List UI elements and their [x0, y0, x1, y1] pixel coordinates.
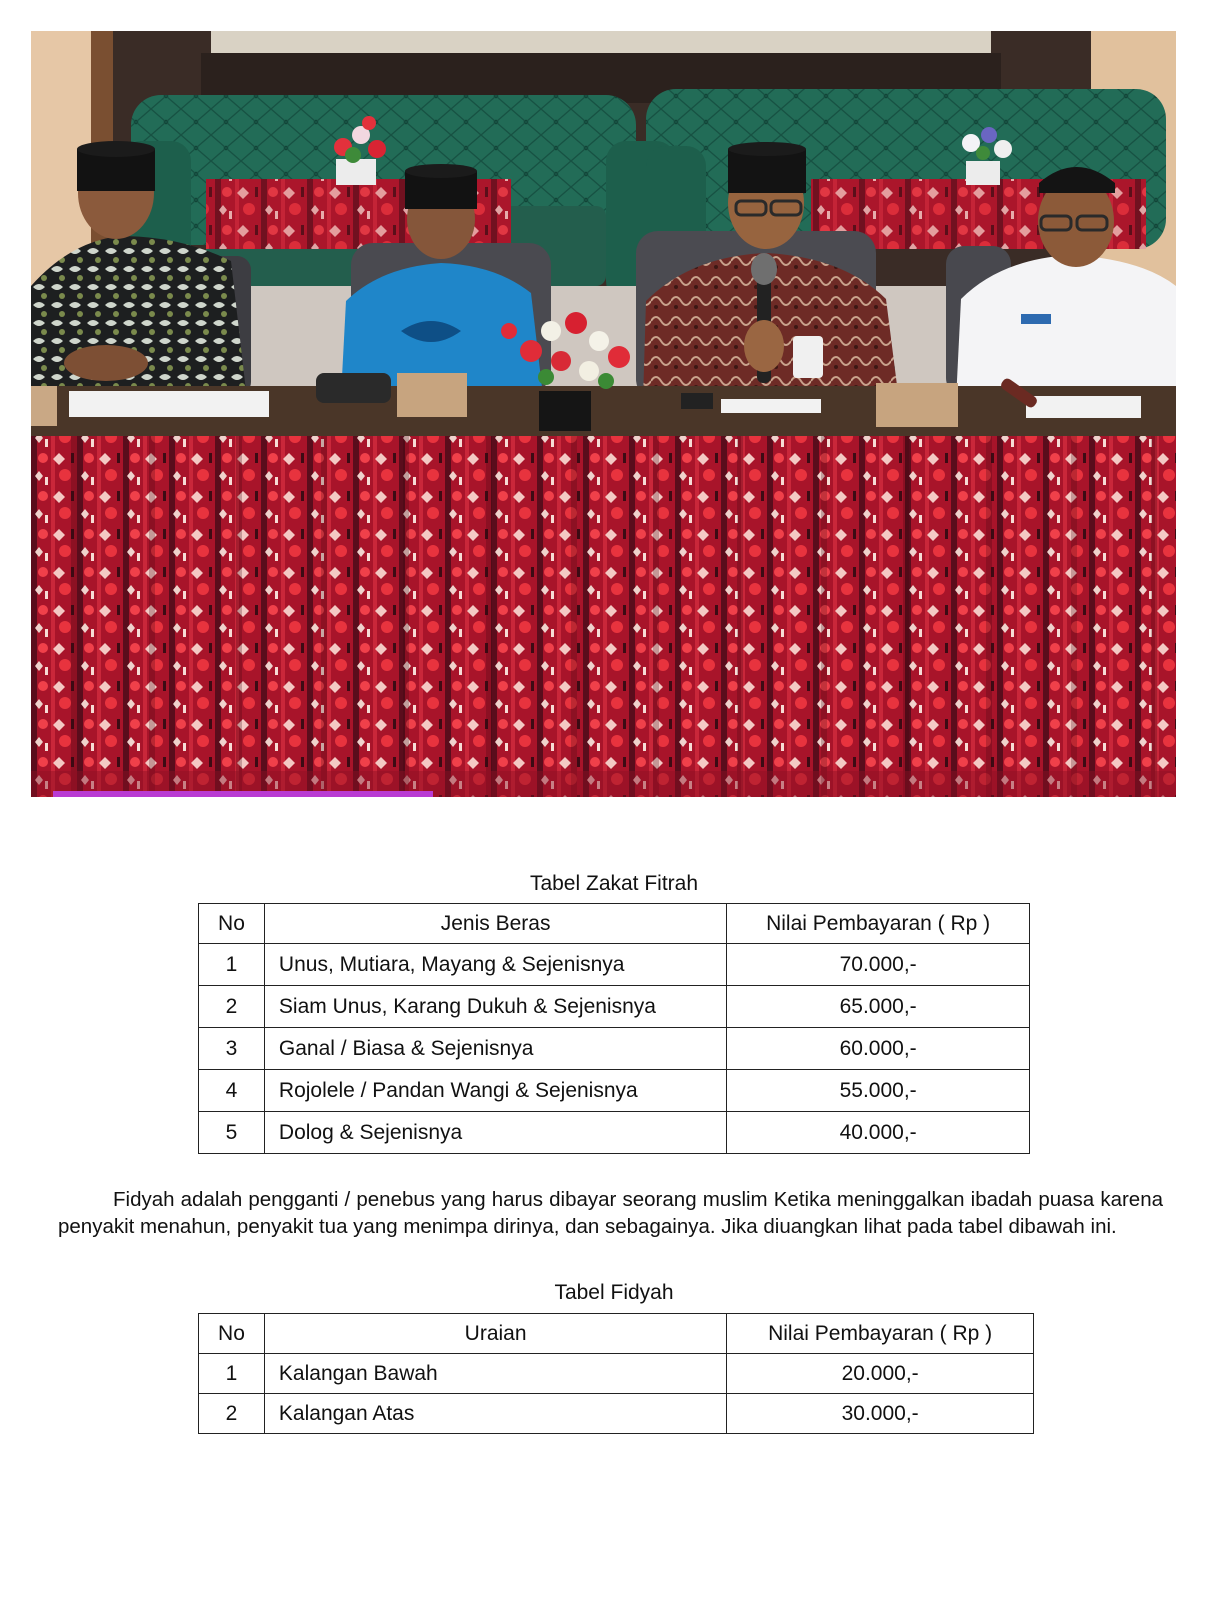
table-row — [199, 1028, 1030, 1070]
header-nilai-pembayaran: Nilai Pembayaran ( Rp ) — [727, 1314, 1034, 1354]
table-row — [199, 1070, 1030, 1112]
meeting-photo-illustration — [31, 31, 1176, 797]
header-jenis-beras: Jenis Beras — [264, 904, 726, 944]
fidyah-description: Fidyah adalah pengganti / penebus yang harus dibayar seorang muslim Ketika meninggalkan ibadah puasa karena penyakit menahun, penyakit tua yang menimpa dirinya, dan sebagainya. Jika diuangkan lihat pada tabel dibawah ini. — [58, 1188, 1163, 1238]
row-jenis: Rojolele / Pandan Wangi & Sejenisnya — [264, 1070, 726, 1112]
row-no: 2 — [199, 986, 265, 1028]
row-nilai: 60.000,- — [727, 1028, 1030, 1070]
table-row — [199, 944, 1030, 986]
row-nilai: 20.000,- — [727, 1354, 1034, 1394]
table-row — [199, 1394, 1034, 1434]
row-uraian: Kalangan Bawah — [264, 1354, 726, 1394]
row-nilai: 65.000,- — [727, 986, 1030, 1028]
meeting-photo — [31, 31, 1176, 797]
row-no: 4 — [199, 1070, 265, 1112]
row-nilai: 40.000,- — [727, 1112, 1030, 1154]
row-jenis: Unus, Mutiara, Mayang & Sejenisnya — [264, 944, 726, 986]
table-row — [199, 986, 1030, 1028]
row-no: 3 — [199, 1028, 265, 1070]
row-jenis: Dolog & Sejenisnya — [264, 1112, 726, 1154]
row-jenis: Ganal / Biasa & Sejenisnya — [264, 1028, 726, 1070]
table-row — [199, 1112, 1030, 1154]
fidyah-table — [198, 1313, 1034, 1434]
header-no: No — [199, 1314, 265, 1354]
table-header-row — [199, 904, 1030, 944]
zakat-fitrah-table — [198, 903, 1030, 1154]
row-no: 1 — [199, 1354, 265, 1394]
row-no: 5 — [199, 1112, 265, 1154]
row-nilai: 70.000,- — [727, 944, 1030, 986]
row-nilai: 55.000,- — [727, 1070, 1030, 1112]
row-no: 2 — [199, 1394, 265, 1434]
row-uraian: Kalangan Atas — [264, 1394, 726, 1434]
row-nilai: 30.000,- — [727, 1394, 1034, 1434]
zakat-table-title: Tabel Zakat Fitrah — [529, 872, 699, 895]
header-uraian: Uraian — [264, 1314, 726, 1354]
table-header-row — [199, 1314, 1034, 1354]
table-row — [199, 1354, 1034, 1394]
row-no: 1 — [199, 944, 265, 986]
header-no: No — [199, 904, 265, 944]
header-nilai-pembayaran: Nilai Pembayaran ( Rp ) — [727, 904, 1030, 944]
row-jenis: Siam Unus, Karang Dukuh & Sejenisnya — [264, 986, 726, 1028]
fidyah-table-title: Tabel Fidyah — [554, 1281, 674, 1304]
